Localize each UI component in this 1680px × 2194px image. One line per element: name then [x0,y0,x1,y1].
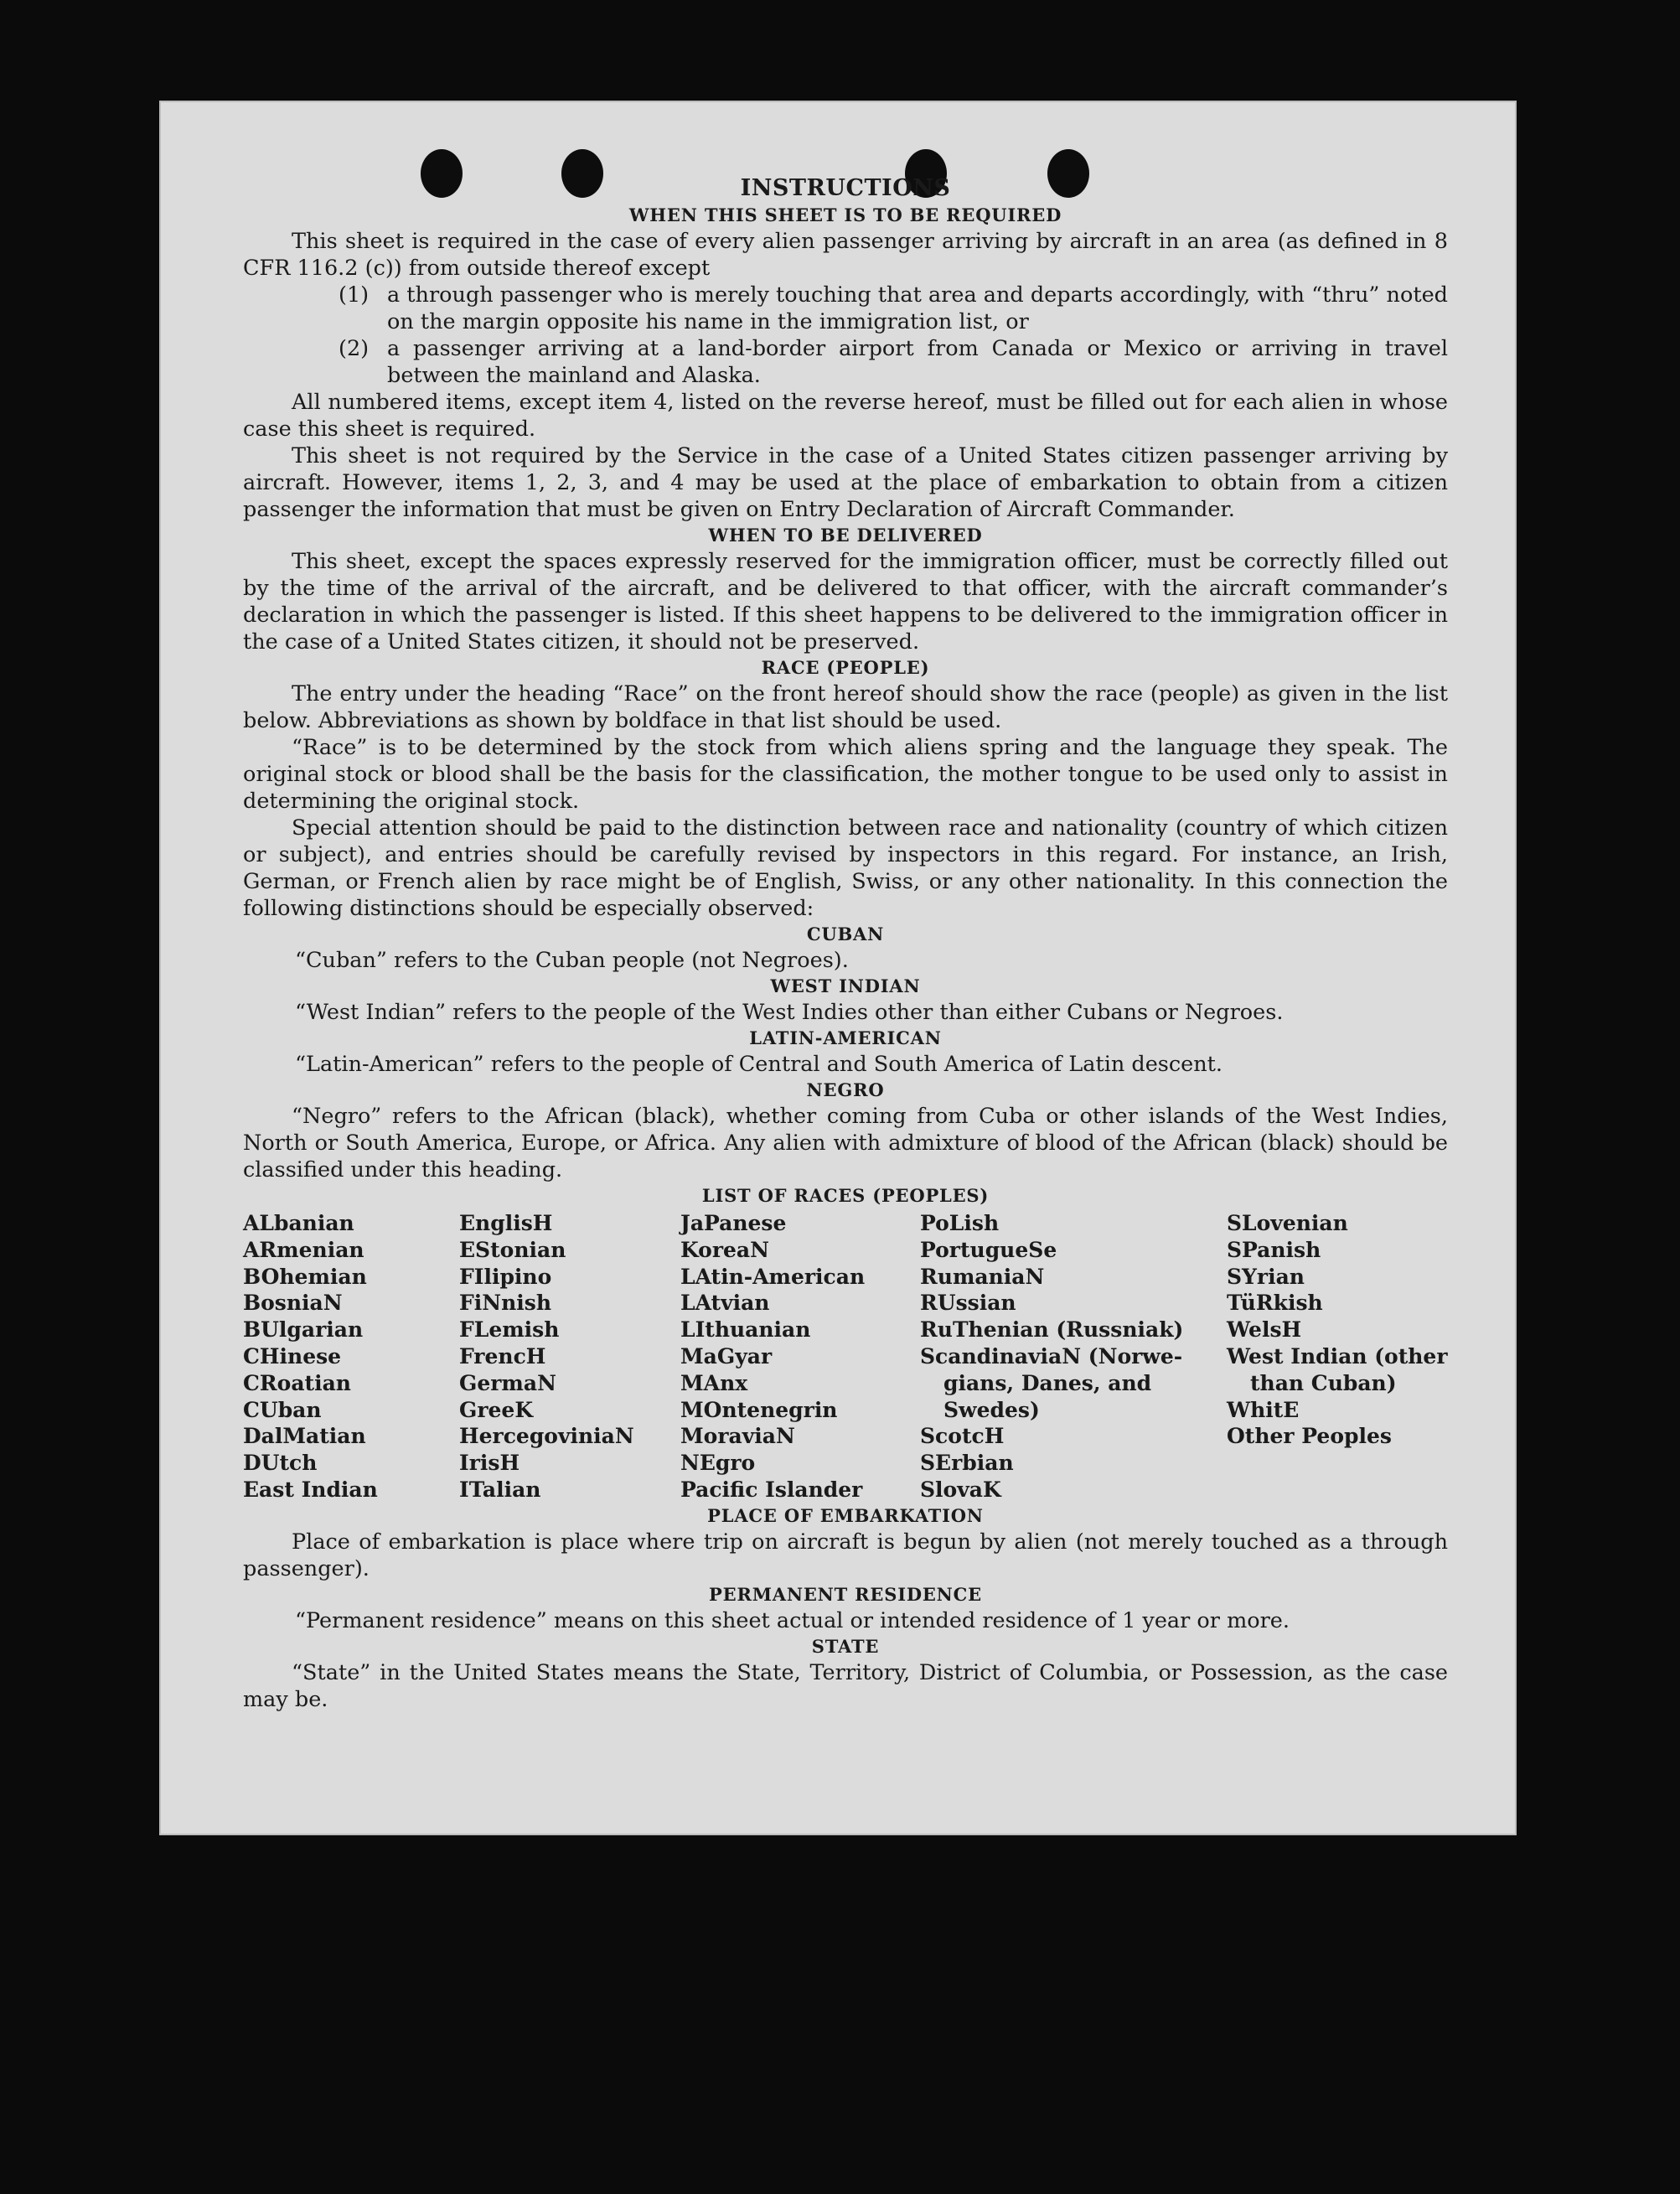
race-column [920,1210,1227,1503]
paragraph: This sheet, except the spaces expressly reserved for the immigration officer, must be correctly filled out by the time of the arrival of the aircraft, and be delivered to that officer, with the aircraft commander’s declaration in which the passenger is listed. If this sheet happens to be delivered to the immigration officer in the case of a United States citizen, it should not be preserved. [243,549,1448,655]
race-column [680,1210,920,1503]
race-entry: DalMatian [243,1424,366,1449]
race-entry: JaPanese [680,1211,787,1235]
paragraph: The entry under the heading “Race” on the front hereof should show the race (people) as given in the list below. Abbreviations as shown by boldface in that list should be used. [243,681,1448,733]
race-entry: PoLish [920,1211,1000,1235]
race-entry: gians, Danes, and [943,1370,1152,1395]
race-entry: CUban [243,1397,322,1422]
paragraph: Special attention should be paid to the distinction between race and nationality (country of which citizen or subject), and entries should be carefully revised by inspectors in this regard. For instance, an Irish, German, or French alien by race might be of English, Swiss, or any other nationality. In this connection the following distinctions should be especially observed: [243,815,1448,921]
race-entry: RumaniaN [920,1264,1045,1289]
race-entry: EStonian [459,1237,566,1262]
race-entry: BosniaN [243,1291,343,1316]
section-heading: STATE [811,1635,880,1657]
race-entry: FIlipino [459,1264,552,1289]
definition: “West Indian” refers to the people of the West Indies other than either Cubans or Negroes. [295,1000,1284,1025]
race-entry: TüRkish [1227,1291,1323,1316]
exception-item [243,282,1448,335]
section-heading: NEGRO [806,1079,885,1100]
definition: “Cuban” refers to the Cuban people (not Negroes). [295,948,849,973]
paragraph: “Race” is to be determined by the stock from which aliens spring and the language they speak. The original stock or blood shall be the basis for the classification, the mother tongue to be used only to assist in determining the original stock. [243,735,1448,814]
paragraph: All numbered items, except item 4, listed on the reverse hereof, must be filled out for each alien in whose case this sheet is required. [243,390,1448,442]
race-entry: LAtvian [680,1291,770,1316]
item-number: (1) [339,282,370,308]
race-entry: West Indian (other [1227,1343,1448,1369]
section-heading: LIST OF RACES (PEOPLES) [701,1185,990,1206]
race-entry: KoreaN [680,1237,769,1262]
race-column [1227,1210,1448,1503]
race-entry: NEgro [680,1451,756,1476]
race-entry: MAnx [680,1370,748,1395]
race-entry: ScandinaviaN (Norwe- [920,1343,1183,1369]
instructions-body [243,174,1448,1713]
paragraph: This sheet is not required by the Service in the case of a United States citizen passenger arriving by aircraft. However, items 1, 2, 3, and 4 may be used at the place of embarkation to obtain from a citizen passenger the information that must be given on Entry Declaration of Aircraft Commander. [243,443,1448,522]
paragraph: This sheet is required in the case of every alien passenger arriving by aircraft in an area (as defined in 8 CFR 116.2 (c)) from outside thereof except [243,229,1448,281]
race-entry: ITalian [459,1477,541,1502]
race-entry: EnglisH [459,1211,553,1235]
race-entry: MaGyar [680,1343,773,1369]
race-entry: SLovenian [1227,1211,1348,1235]
definition: “Permanent residence” means on this sheet actual or intended residence of 1 year or more. [295,1607,1290,1633]
section-heading: WEST INDIAN [770,975,921,996]
race-entry: LIthuanian [680,1317,811,1343]
race-entry: ARmenian [243,1237,364,1262]
race-entry: MoraviaN [680,1424,795,1449]
race-entry: than Cuban) [1250,1370,1397,1395]
race-entry: RuThenian (Russniak) [920,1317,1184,1343]
section-heading: LATIN-AMERICAN [749,1027,942,1048]
race-entry: CRoatian [243,1370,351,1395]
race-entry: MOntenegrin [680,1397,838,1422]
race-entry: Other Peoples [1227,1424,1392,1449]
race-entry: East Indian [243,1477,378,1502]
race-entry: CHinese [243,1343,342,1369]
section-heading: RACE (PEOPLE) [761,657,930,678]
paragraph: “Negro” refers to the African (black), whether coming from Cuba or other islands of the West Indies, North or South America, Europe, or Africa. Any alien with admixture of blood of the African (black) should be classified under this heading. [243,1104,1448,1182]
race-entry: SPanish [1227,1237,1321,1262]
race-entry: BOhemian [243,1264,367,1289]
paragraph: “State” in the United States means the State, Territory, District of Columbia, or Possession, as the case may be. [243,1659,1448,1712]
race-column [243,1210,459,1503]
item-text: a through passenger who is merely touching that area and departs accordingly, with “thru” noted on the margin opposite his name in the immigration list, or [387,282,1448,334]
race-entry: FrencH [459,1343,546,1369]
race-entry: ScotcH [920,1424,1005,1449]
item-text: a passenger arriving at a land-border airport from Canada or Mexico or arriving in travel between the mainland and Alaska. [387,336,1448,388]
race-entry: SErbian [920,1451,1014,1476]
race-entry: LAtin-American [680,1264,866,1289]
definition: “Latin-American” refers to the people of Central and South America of Latin descent. [295,1052,1223,1077]
section-heading: PLACE OF EMBARKATION [707,1504,984,1526]
paragraph: Place of embarkation is place where trip on aircraft is begun by alien (not merely touched as a through passenger). [243,1529,1448,1581]
item-number: (2) [339,336,370,361]
section-heading: CUBAN [806,924,885,944]
race-entry: GreeK [459,1397,534,1422]
race-list [243,1210,1448,1503]
page-title: INSTRUCTIONS [740,175,951,201]
race-entry: PortugueSe [920,1237,1057,1262]
race-entry: FLemish [459,1317,560,1343]
race-entry: SlovaK [920,1477,1001,1502]
race-entry: SYrian [1227,1264,1305,1289]
race-entry: Swedes) [943,1397,1040,1422]
race-column [459,1210,680,1503]
race-entry: BUlgarian [243,1317,364,1343]
section-heading: WHEN TO BE DELIVERED [708,525,983,546]
section-heading: WHEN THIS SHEET IS TO BE REQUIRED [628,204,1062,225]
race-entry: DUtch [243,1451,318,1476]
exception-item [243,335,1448,389]
document-page [159,101,1517,1835]
race-entry: WhitE [1227,1397,1300,1422]
race-entry: RUssian [920,1291,1016,1316]
race-entry: IrisH [459,1451,520,1476]
race-entry: HercegoviniaN [459,1424,634,1449]
section-heading: PERMANENT RESIDENCE [709,1583,982,1605]
race-entry: WelsH [1227,1317,1302,1343]
race-entry: ALbanian [243,1211,354,1235]
race-entry: GermaN [459,1370,556,1395]
race-entry: FiNnish [459,1291,552,1316]
race-entry: Pacific Islander [680,1477,863,1502]
